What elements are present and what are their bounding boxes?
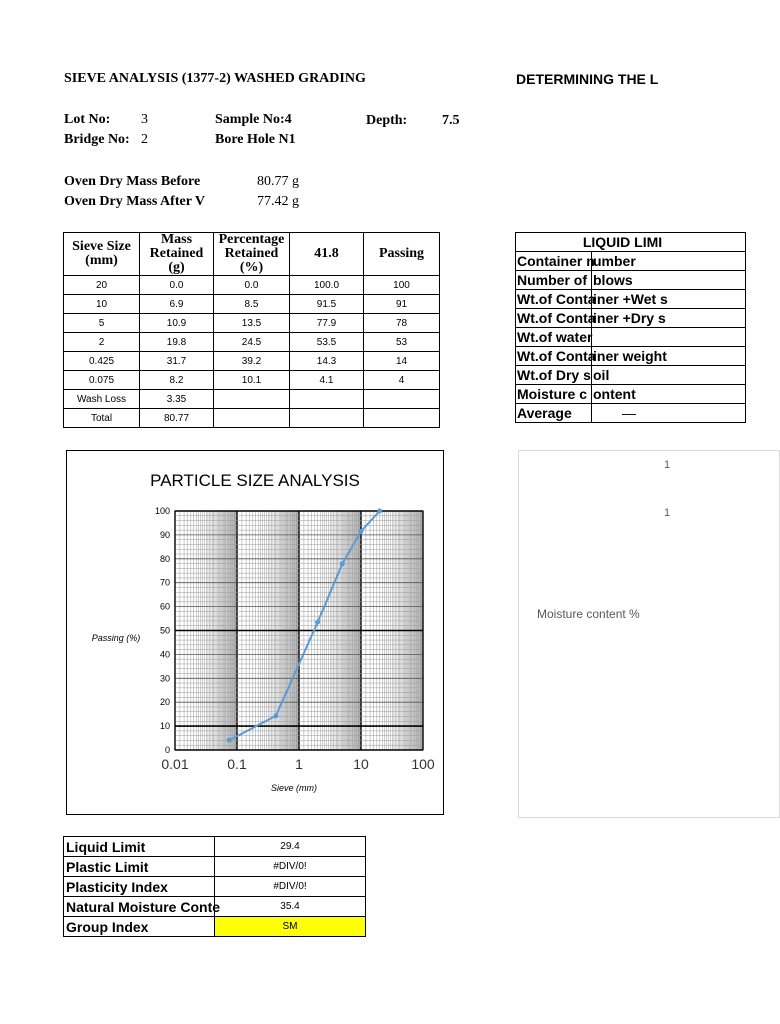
header-mass-retained: Mass Retained (g) xyxy=(140,233,214,276)
table-row xyxy=(64,295,440,314)
y-tick-label: 80 xyxy=(159,553,170,564)
cell: Wash Loss xyxy=(64,390,140,409)
header-passing: Passing xyxy=(364,233,440,276)
cell: Number of xyxy=(516,271,592,290)
summary-row-natural-moisture xyxy=(64,897,366,917)
right-section-title: DETERMINING THE L xyxy=(516,71,659,87)
cell: 4.1 xyxy=(290,371,364,390)
cell xyxy=(290,390,364,409)
sample-label: Sample No:4 xyxy=(215,112,292,127)
summary-label: Group Index xyxy=(64,917,215,937)
borehole-label: Bore Hole N1 xyxy=(215,132,296,147)
cell: 53.5 xyxy=(290,333,364,352)
oven-after-label: Oven Dry Mass After V xyxy=(64,194,206,209)
lot-label: Lot No: xyxy=(64,112,111,127)
liquid-limit-title: LIQUID LIMI xyxy=(582,234,663,250)
data-point xyxy=(227,738,232,743)
cell: 53 xyxy=(364,333,440,352)
cell: 91 xyxy=(364,295,440,314)
summary-label: Plasticity Index xyxy=(64,877,215,897)
summary-row-plasticity-index xyxy=(64,877,366,897)
cell: 2 xyxy=(64,333,140,352)
table-row xyxy=(516,347,746,366)
cell: oil xyxy=(592,366,746,385)
cell: ontent xyxy=(592,385,746,404)
y-tick-label: 70 xyxy=(159,577,170,588)
x-tick-label: 0.1 xyxy=(227,756,247,772)
cell: 100.0 xyxy=(290,276,364,295)
cell: Wt.of Conta xyxy=(517,310,596,326)
cell xyxy=(364,390,440,409)
header-percentage-retained: Percentage Retained (%) xyxy=(214,233,290,276)
cell: iner +Wet s xyxy=(592,290,746,309)
oven-before-value: 80.77 g xyxy=(257,174,299,189)
table-row xyxy=(516,366,746,385)
x-tick-label: 0.01 xyxy=(161,756,189,772)
data-point xyxy=(359,529,364,534)
summary-row-group-index xyxy=(64,917,366,937)
summary-value: 35.4 xyxy=(215,897,366,917)
tick-fragment: 1 xyxy=(664,459,671,471)
cell: 80.77 xyxy=(140,409,214,428)
y-tick-label: 60 xyxy=(159,601,170,612)
cell xyxy=(290,409,364,428)
cell: 20 xyxy=(64,276,140,295)
cell: 14.3 xyxy=(290,352,364,371)
cell: Wt.of water xyxy=(517,329,593,345)
y-tick-label: 10 xyxy=(159,721,170,732)
chart-title: PARTICLE SIZE ANALYSIS xyxy=(150,471,360,490)
y-tick-label: 0 xyxy=(164,745,170,755)
cell: 91.5 xyxy=(290,295,364,314)
cell xyxy=(214,409,290,428)
summary-table xyxy=(63,836,366,937)
lot-value: 3 xyxy=(141,112,148,127)
table-row xyxy=(516,328,746,347)
summary-label: Plastic Limit xyxy=(64,857,215,877)
moisture-content-axis-label: Moisture content % xyxy=(537,607,640,621)
table-row xyxy=(64,314,440,333)
cell: 19.8 xyxy=(140,333,214,352)
cell xyxy=(214,390,290,409)
y-tick-label: 20 xyxy=(159,697,170,708)
cell: 0.0 xyxy=(140,276,214,295)
cell: umber xyxy=(592,252,746,271)
cell: 0.0 xyxy=(214,276,290,295)
cell xyxy=(592,328,746,347)
cell: 10.9 xyxy=(140,314,214,333)
y-tick-label: 90 xyxy=(159,529,170,540)
summary-label: Natural Moisture Conte xyxy=(64,897,215,917)
table-row xyxy=(64,409,440,428)
y-tick-label: 100 xyxy=(154,506,170,516)
cell: 6.9 xyxy=(140,295,214,314)
cell: — xyxy=(592,404,746,423)
bridge-value: 2 xyxy=(141,132,148,147)
table-row xyxy=(516,385,746,404)
sieve-analysis-table xyxy=(63,232,440,428)
chart-grid xyxy=(175,511,423,750)
cell: Average xyxy=(516,404,592,423)
depth-label: Depth: xyxy=(366,113,408,128)
cell: 78 xyxy=(364,314,440,333)
table-row xyxy=(516,309,746,328)
cell: 8.5 xyxy=(214,295,290,314)
cell: Moisture c xyxy=(516,385,592,404)
cell: iner weight xyxy=(592,347,746,366)
summary-row-plastic-limit xyxy=(64,857,366,877)
liquid-limit-chart xyxy=(518,450,780,818)
cell: 10 xyxy=(64,295,140,314)
cell: 100 xyxy=(364,276,440,295)
summary-value: #DIV/0! xyxy=(215,877,366,897)
liquid-limit-panel xyxy=(515,232,667,432)
cell: 0.425 xyxy=(64,352,140,371)
x-tick-label: 100 xyxy=(411,756,435,772)
cell: 13.5 xyxy=(214,314,290,333)
table-row xyxy=(516,252,746,271)
summary-value: #DIV/0! xyxy=(215,857,366,877)
table-row xyxy=(64,352,440,371)
cell: 31.7 xyxy=(140,352,214,371)
data-point xyxy=(340,561,345,566)
cell: 3.35 xyxy=(140,390,214,409)
cell: 0.075 xyxy=(64,371,140,390)
cell: 5 xyxy=(64,314,140,333)
cell: 77.9 xyxy=(290,314,364,333)
table-row xyxy=(516,290,746,309)
cell: blows xyxy=(592,271,746,290)
header-cumulative: 41.8 xyxy=(290,233,364,276)
data-point xyxy=(377,509,382,514)
cell: Container n xyxy=(517,253,595,269)
oven-before-label: Oven Dry Mass Before xyxy=(64,174,201,189)
page-title: SIEVE ANALYSIS (1377-2) WASHED GRADING xyxy=(64,71,366,86)
x-tick-label: 10 xyxy=(353,756,369,772)
bridge-label: Bridge No: xyxy=(64,132,130,147)
depth-value: 7.5 xyxy=(442,113,460,128)
table-row xyxy=(64,390,440,409)
y-tick-label: 30 xyxy=(159,673,170,684)
y-tick-label: 40 xyxy=(159,649,170,660)
cell: 8.2 xyxy=(140,371,214,390)
x-tick-label: 1 xyxy=(295,756,303,772)
y-ticks xyxy=(155,506,170,755)
cell: 24.5 xyxy=(214,333,290,352)
cell: Wt.of Conta xyxy=(517,291,596,307)
table-row xyxy=(64,371,440,390)
liquid-limit-table xyxy=(515,232,746,423)
summary-label: Liquid Limit xyxy=(64,837,215,857)
header-sieve-size: Sieve Size (mm) xyxy=(64,233,140,276)
y-tick-label: 50 xyxy=(159,625,170,636)
liquid-limit-title-cell xyxy=(516,233,746,252)
liquid-limit-chart-viewport xyxy=(518,450,671,818)
x-axis-label: Sieve (mm) xyxy=(270,783,318,793)
oven-after-value: 77.42 g xyxy=(257,194,299,209)
table-row xyxy=(64,276,440,295)
cell: iner +Dry s xyxy=(592,309,746,328)
cell: 4 xyxy=(364,371,440,390)
data-point xyxy=(315,620,320,625)
group-index-value: SM xyxy=(215,917,366,937)
table-row xyxy=(516,404,746,423)
cell: Wt.of Dry s xyxy=(517,367,591,383)
tick-fragment: 1 xyxy=(664,507,671,519)
y-axis-label: Passing (%) xyxy=(91,633,141,643)
cell: 14 xyxy=(364,352,440,371)
cell: 10.1 xyxy=(214,371,290,390)
cell: Total xyxy=(64,409,140,428)
table-row xyxy=(64,333,440,352)
x-ticks xyxy=(161,756,435,772)
particle-size-chart xyxy=(66,450,444,815)
summary-value: 29.4 xyxy=(215,837,366,857)
cell xyxy=(364,409,440,428)
cell: 39.2 xyxy=(214,352,290,371)
particle-size-chart-svg xyxy=(67,451,443,814)
summary-row-liquid-limit xyxy=(64,837,366,857)
data-point xyxy=(273,713,278,718)
table-row xyxy=(516,271,746,290)
cell: Wt.of Conta xyxy=(517,348,596,364)
